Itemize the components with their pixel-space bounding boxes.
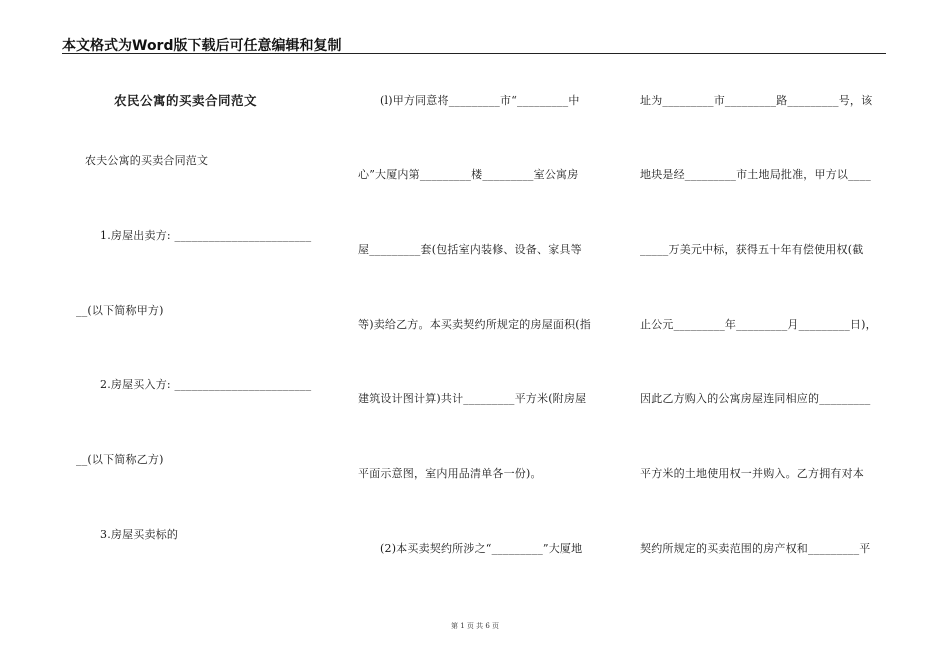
page-header-title: 本文格式为Word版下载后可任意编辑和复制 bbox=[62, 38, 342, 54]
paragraph-line: 平方米的土地使用权一并购入。乙方拥有对本 bbox=[640, 467, 864, 480]
paragraph-line: (l)甲方同意将_________市“_________中 bbox=[380, 94, 580, 107]
paragraph-line: 2.房屋买入方: ________________________ bbox=[100, 378, 312, 391]
paragraph-line: (2)本买卖契约所涉之“_________”大厦地 bbox=[380, 542, 583, 555]
paragraph-line: 契约所规定的买卖范围的房产权和_________平 bbox=[640, 542, 871, 555]
paragraph-line: 农夫公寓的买卖合同范文 bbox=[85, 154, 209, 167]
paragraph-line: 平面示意图，室内用品清单各一份)。 bbox=[358, 467, 542, 480]
paragraph-line: 3.房屋买卖标的 bbox=[100, 528, 179, 541]
paragraph-line: 因此乙方购入的公寓房屋连同相应的_________ bbox=[640, 392, 871, 405]
paragraph-line: 心”大厦内第_________楼_________室公寓房 bbox=[358, 168, 579, 181]
paragraph-line: 址为_________市_________路_________号，该 bbox=[640, 94, 873, 107]
paragraph-line: __(以下简称乙方) bbox=[76, 453, 164, 466]
paragraph-line: 地块是经_________市土地局批准，甲方以____ bbox=[640, 168, 871, 181]
paragraph-line: 1.房屋出卖方: ________________________ bbox=[100, 229, 312, 242]
paragraph-line: __(以下简称甲方) bbox=[76, 304, 164, 317]
page-number: 第 1 页 共 6 页 bbox=[450, 622, 500, 630]
paragraph-line: 等)卖给乙方。本买卖契约所规定的房屋面积(指 bbox=[358, 318, 591, 331]
paragraph-line: 建筑设计图计算)共计_________平方米(附房屋 bbox=[358, 392, 587, 405]
header-rule bbox=[62, 53, 886, 54]
paragraph-line: 止公元_________年_________月_________日)， bbox=[640, 318, 877, 331]
document-title: 农民公寓的买卖合同范文 bbox=[114, 93, 258, 108]
paragraph-line: 屋_________套(包括室内装修、设备、家具等 bbox=[358, 243, 582, 256]
paragraph-line: _____万美元中标，获得五十年有偿使用权(截 bbox=[640, 243, 864, 256]
